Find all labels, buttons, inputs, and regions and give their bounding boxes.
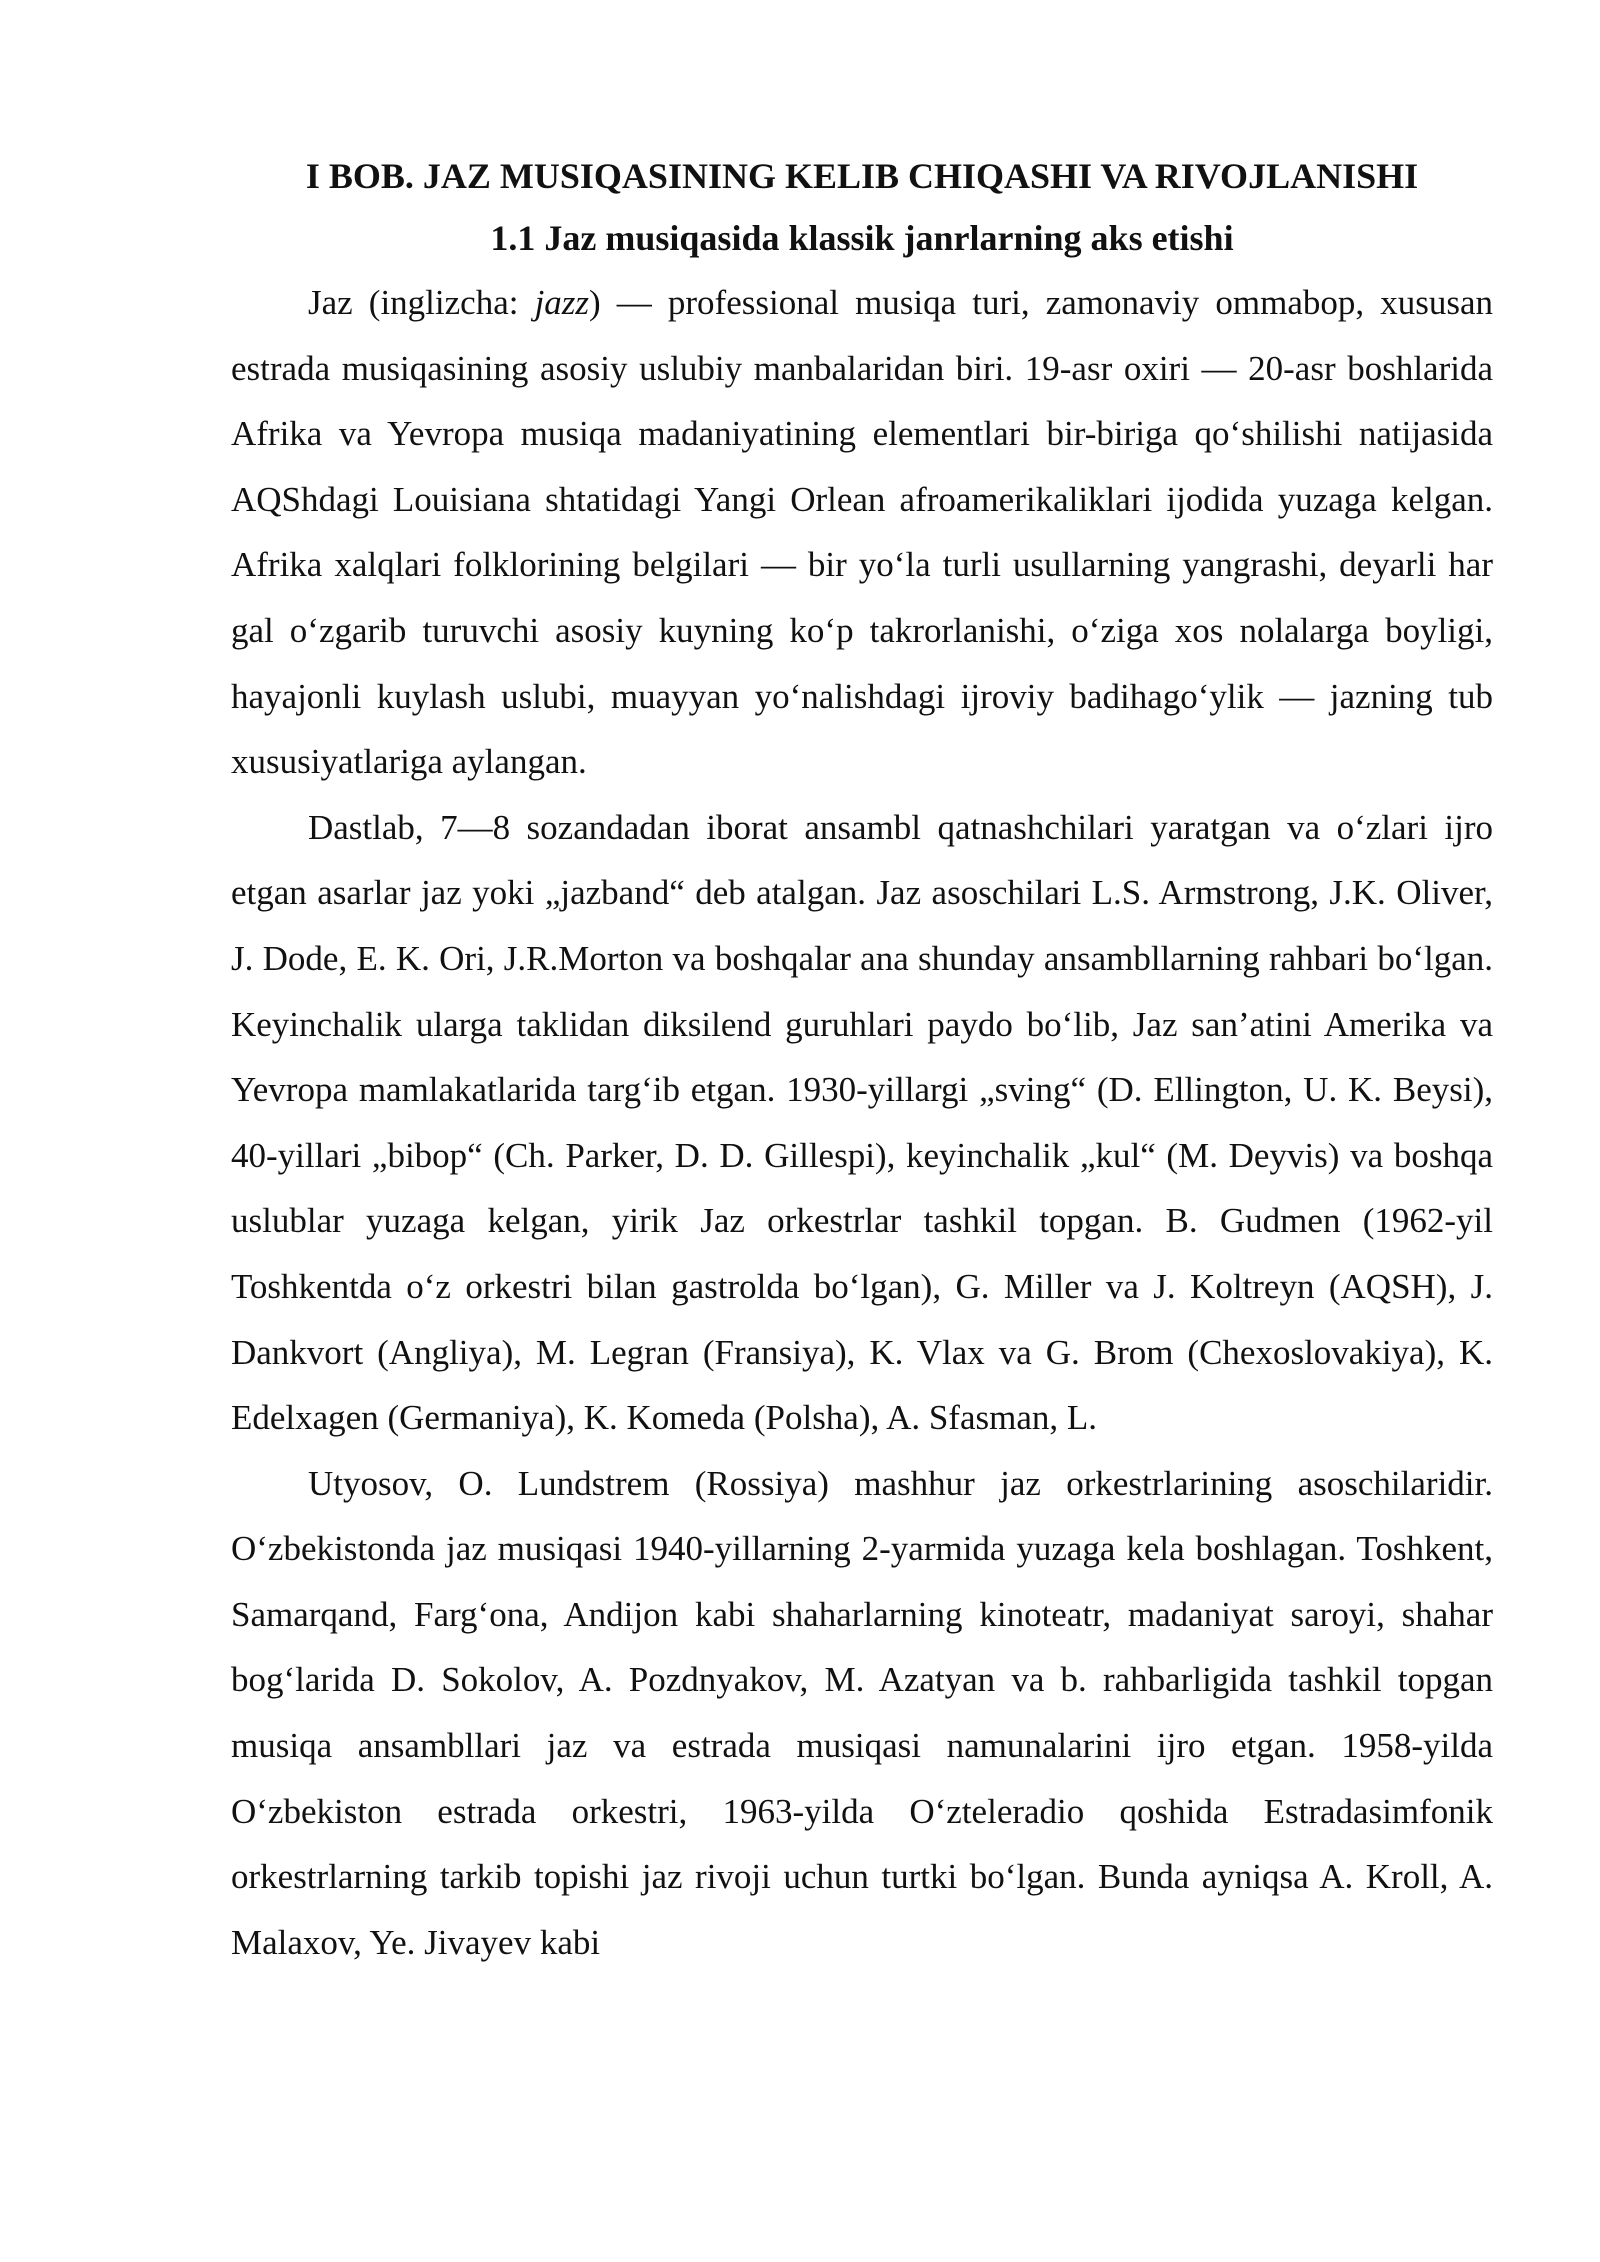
document-body xyxy=(231,150,1493,1975)
paragraph-3: Utyosov, O. Lundstrem (Rossiya) mashhur jaz orkestrlarining asoschilaridir. Oʻzbekistonda jaz musiqasi 1940-yillarning 2-yarmida yuzaga kela boshlagan. Toshkent, Samarqand, Fargʻona, Andijon kabi shaharlarning kinoteatr, madaniyat saroyi, shahar bogʻlarida D. Sokolov, A. Pozdnyakov, M. Azatyan va b. rahbarligida tashkil topgan musiqa ansambllari jaz va estrada musiqasi namunalarini ijro etgan. 1958-yilda Oʻzbekiston estrada orkestri, 1963-yilda Oʻzteleradio qoshida Estradasimfonik orkestrlarning tarkib topishi jaz rivoji uchun turtki boʻlgan. Bunda ayniqsa A. Kroll, A. Malaxov, Ye. Jivayev kabi xyxy=(231,1463,1493,1962)
paragraph-1-lead-text: Jaz (inglizcha: xyxy=(308,283,535,322)
paragraph-1-italic-term: jazz xyxy=(534,283,590,322)
section-title: 1.1 Jaz musiqasida klassik janrlarning aks etishi xyxy=(490,218,1234,258)
paragraph-1-body-text: ) — professional musiqa turi, zamonaviy ommabop, xususan estrada musiqasining asosiy uslubiy manbalaridan biri. 19-asr oxiri — 20-asr boshlarida Afrika va Yevropa musiqa madaniyatining elementlari bir-biriga qoʻshilishi natijasida AQShdagi Louisiana shtatidagi Yangi Orlean afroamerikaliklari ijodida yuzaga kelgan. Afrika xalqlari folklorining belgilari — bir yoʻla turli usullarning yangrashi, deyarli har gal oʻzgarib turuvchi asosiy kuyning koʻp takrorlanishi, oʻziga xos nolalarga boyligi, hayajonli kuylash uslubi, muayyan yoʻnalishdagi ijroviy badihagoʻylik — jazning tub xususiyatlariga aylangan. xyxy=(231,283,1493,782)
chapter-title: I BOB. JAZ MUSIQASINING KELIB CHIQASHI VA RIVOJLANISHI xyxy=(305,156,1419,196)
paragraph-2: Dastlab, 7—8 sozandadan iborat ansambl qatnashchilari yaratgan va oʻzlari ijro etgan asarlar jaz yoki „jazband“ deb atalgan. Jaz asoschilari L.S. Armstrong, J.K. Oliver, J. Dode, E. K. Ori, J.R.Morton va boshqalar ana shunday ansambllarning rahbari boʻlgan. Keyinchalik ularga taklidan diksilend guruhlari paydo boʻlib, Jaz san’atini Amerika va Yevropa mamlakatlarida targʻib etgan. 1930-yillargi „sving“ (D. Ellington, U. K. Beysi), 40-yillari „bibop“ (Ch. Parker, D. D. Gillespi), keyinchalik „kul“ (M. Deyvis) va boshqa uslublar yuzaga kelgan, yirik Jaz orkestrlar tashkil topgan. B. Gudmen (1962-yil Toshkentda oʻz orkestri bilan gastrolda boʻlgan), G. Miller va J. Koltreyn (AQSH), J. Dankvort (Angliya), M. Legran (Fransiya), K. Vlax va G. Brom (Chexoslovakiya), K. Edelxagen (Germaniya), K. Komeda (Polsha), A. Sfasman, L. xyxy=(231,807,1493,1438)
paragraph-1 xyxy=(231,270,1493,795)
